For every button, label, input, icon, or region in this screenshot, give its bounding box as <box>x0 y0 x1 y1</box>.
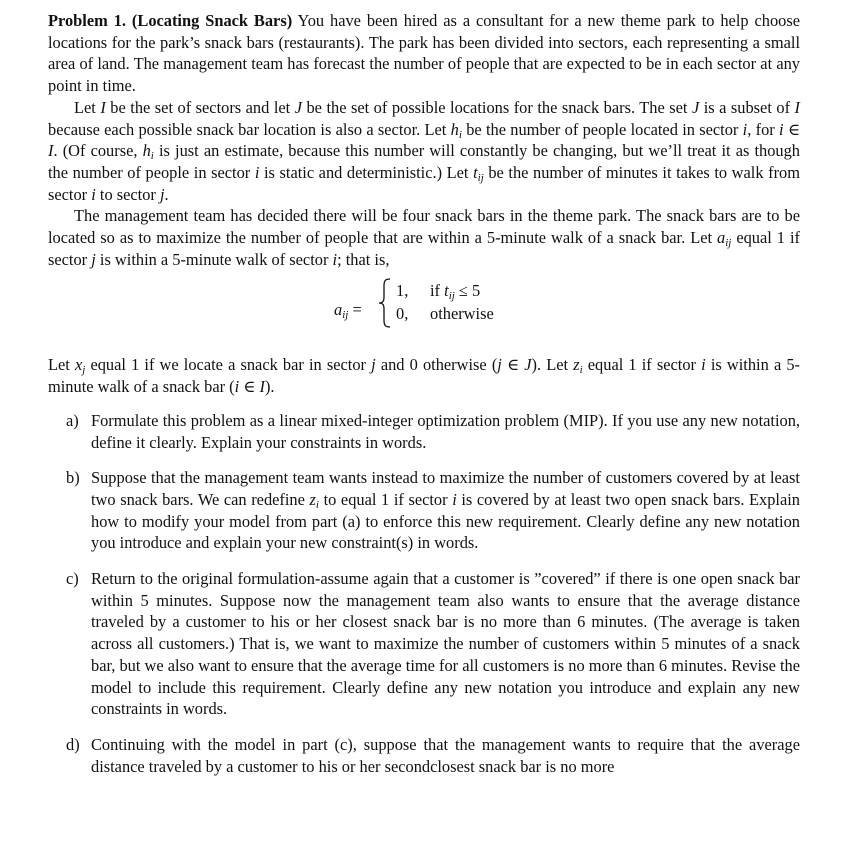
text-run: ). <box>264 377 275 397</box>
text-run: is just an estimate, because this number will constantly be changing, but we’ll treat it as though the number of people in sector <box>48 141 800 182</box>
math-var: t <box>473 162 478 182</box>
math-var: i <box>452 489 457 509</box>
part-b <box>48 467 800 554</box>
text-run: be the number of people located in sector <box>461 119 743 139</box>
text-run: . <box>164 184 169 204</box>
text-run: is a subset of <box>699 97 795 117</box>
text-run: equal 1 if we locate a snack bar in sector <box>85 355 372 375</box>
case-condition: otherwise <box>430 304 494 324</box>
text-run: ≤ 5 <box>454 281 481 301</box>
math-var: a <box>717 228 726 248</box>
part-label: c) <box>66 569 79 589</box>
case-value: 1, <box>396 281 409 301</box>
part-a <box>48 410 800 453</box>
math-subscript: i <box>579 364 583 377</box>
math-var: t <box>444 281 449 301</box>
math-var: i <box>91 184 96 204</box>
text-run: be the set of sectors and let <box>105 97 295 117</box>
math-var: J <box>691 97 700 117</box>
part-d <box>48 734 800 777</box>
case-condition <box>430 280 480 302</box>
text-run: equal 1 if sector <box>48 228 800 269</box>
text-run: ). Let <box>531 355 574 375</box>
math-subscript: ij <box>725 237 732 250</box>
problem-intro-text: You have been hired as a consultant for a new theme park to help choose locations for the park’s snack bars (restaurants). The park has been divided into sectors, each representing a small area of land. The management team has forecast the number of people that are expected to be in each sector at any point in time. <box>48 11 801 96</box>
math-var: J <box>294 97 302 117</box>
problem-document <box>48 10 800 791</box>
text-run: is static and deterministic.) Let <box>259 162 474 182</box>
math-subscript: ij <box>448 290 455 303</box>
part-text: Continuing with the model in part (c), suppose that the management wants to require that the average distance traveled by a customer to his or her secondclosest snack bar is no more <box>91 734 800 776</box>
text-run: Let <box>74 97 101 117</box>
part-text <box>91 467 800 554</box>
left-brace-icon <box>378 278 392 328</box>
math-var: z <box>309 489 316 509</box>
part-label: a) <box>66 410 79 430</box>
text-run: if <box>430 281 445 301</box>
math-var: h <box>450 119 459 139</box>
math-var: z <box>573 355 580 375</box>
math-subscript: j <box>82 364 86 377</box>
problem-title: (Locating Snack Bars) <box>131 11 293 30</box>
problem-intro <box>48 10 800 97</box>
text-run: is within a 5-minute walk of a snack bar ( <box>48 355 800 397</box>
question-parts <box>48 410 800 778</box>
text-run: is within a 5-minute walk of sector <box>95 249 333 269</box>
equation-case-1 <box>396 280 481 303</box>
math-var: a <box>334 300 343 320</box>
text-run: be the number of minutes it takes to walk from sector <box>48 162 800 204</box>
piecewise-equation <box>48 278 800 342</box>
part-text: Return to the original formulation-assume again that a customer is ”covered” if there is one open snack bar within 5 minutes. Suppose now the management team also wants to ensure that the average distance traveled by a customer to his or her closest snack bar is no more than 6 minutes. (The average is taken across all customers.) That is, we want to maximize the number of customers within 5 minutes of a snack bar, but we also want to ensure that the average time for all customers is no more than 6 minutes. Revise the model to include this requirement. Clearly define any new notation you introduce and explain any new constraints in words. <box>91 569 800 719</box>
math-var: i <box>701 355 706 375</box>
text-run: , for <box>747 119 780 139</box>
math-var: j <box>91 249 96 269</box>
paragraph-sets <box>48 97 800 206</box>
case-value: 0, <box>396 304 409 324</box>
text-run: because each possible snack bar location is also a sector. Let <box>48 119 451 139</box>
math-var: i ∈ I <box>234 377 265 397</box>
problem-heading: Problem 1. <box>48 11 126 30</box>
text-run: The management team has decided there will be four snack bars in the theme park. The snack bars are to be located so as to maximize the number of people that are within a 5-minute walk of a snack bar. Let <box>48 206 800 248</box>
text-run: to equal 1 if sector <box>318 489 453 509</box>
math-subscript: i <box>315 498 319 511</box>
part-label: b) <box>66 468 80 488</box>
paragraph-decision-vars <box>48 354 800 397</box>
text-run: ; that is, <box>337 249 390 269</box>
math-var: j <box>371 355 376 375</box>
part-c <box>48 568 800 720</box>
math-subscript: ij <box>342 309 349 322</box>
math-var: x <box>74 355 83 375</box>
math-var: I <box>100 97 106 117</box>
part-label: d) <box>66 734 80 754</box>
math-subscript: i <box>458 128 462 141</box>
text-run: is covered by at least two open snack bars. Explain how to modify your model from part (a) to enforce this new requirement. Clearly define any new notation you introduce and explain your new constraint(s) in words. <box>91 489 800 553</box>
math-var: i <box>254 162 260 182</box>
equals-sign: = <box>352 300 362 320</box>
math-var: h <box>142 141 151 161</box>
math-var: i ∈ I <box>48 119 801 161</box>
math-subscript: i <box>150 150 154 163</box>
text-run: . (Of course, <box>53 141 143 161</box>
math-var: i <box>742 119 748 139</box>
text-run: to sector <box>95 184 160 204</box>
math-subscript: ij <box>477 171 484 184</box>
text-run: and 0 otherwise ( <box>375 355 498 375</box>
text-run: Let <box>48 355 75 375</box>
text-run: Suppose that the management team wants instead to maximize the number of customers covered by at least two snack bars. We can redefine <box>91 468 800 509</box>
part-text: Formulate this problem as a linear mixed-integer optimization problem (MIP). If you use any new notation, define it clearly. Explain your constraints in words. <box>91 410 800 452</box>
math-var: j <box>159 184 165 204</box>
equation-lhs <box>334 299 362 321</box>
text-run: equal 1 if sector <box>582 355 702 375</box>
math-var: I <box>794 97 801 117</box>
math-var: j ∈ J <box>497 355 532 375</box>
math-var: i <box>332 249 338 269</box>
paragraph-goal <box>48 205 800 270</box>
text-run: be the set of possible locations for the snack bars. The set <box>301 97 692 117</box>
equation-case-2 <box>396 303 494 325</box>
